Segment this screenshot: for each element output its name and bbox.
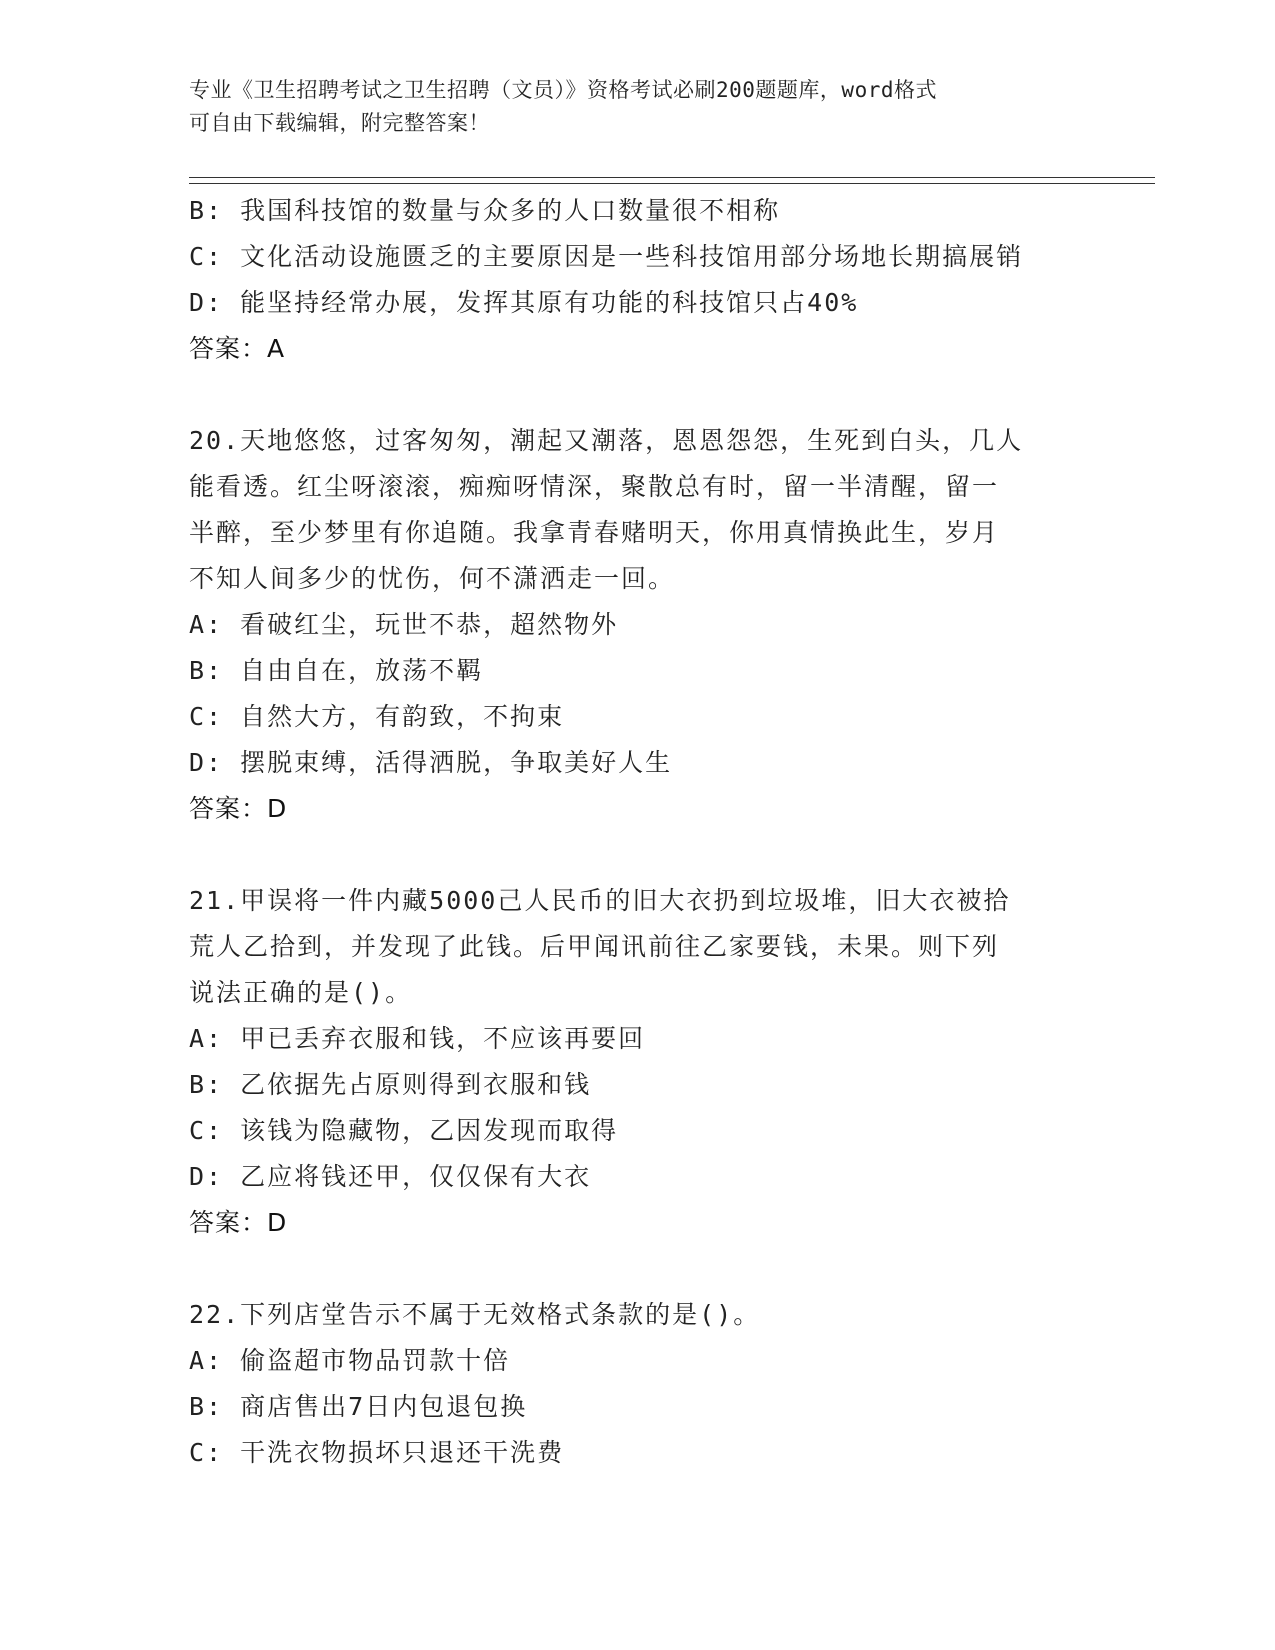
option-b: B: 我国科技馆的数量与众多的人口数量很不相称 — [189, 196, 781, 225]
option-b: B: 自由自在，放荡不羁 — [189, 656, 484, 685]
spacer — [189, 1246, 1089, 1292]
header-rule-bottom — [189, 183, 1155, 184]
option-a: A: 偷盗超市物品罚款十倍 — [189, 1346, 511, 1375]
question-19 — [189, 188, 1089, 372]
option-b: B: 商店售出7日内包退包换 — [189, 1392, 528, 1421]
answer-line: 答案：A — [189, 334, 286, 363]
question-stem-line: 荒人乙拾到，并发现了此钱。后甲闻讯前往乙家要钱，未果。则下列 — [189, 932, 1000, 961]
question-stem-line: 不知人间多少的忧伤，何不潇洒走一回。 — [189, 564, 676, 593]
option-c: C: 干洗衣物损坏只退还干洗费 — [189, 1438, 565, 1467]
option-a: A: 甲已丢弃衣服和钱，不应该再要回 — [189, 1024, 646, 1053]
option-a: A: 看破红尘，玩世不恭，超然物外 — [189, 610, 619, 639]
option-c: C: 文化活动设施匮乏的主要原因是一些科技馆用部分场地长期搞展销 — [189, 242, 1024, 271]
question-stem-line: 能看透。红尘呀滚滚，痴痴呀情深，聚散总有时，留一半清醒，留一 — [189, 472, 1000, 501]
option-d: D: 能坚持经常办展，发挥其原有功能的科技馆只占40% — [189, 288, 859, 317]
question-stem-line: 说法正确的是()。 — [189, 978, 413, 1007]
header-title-line-1: 专业《卫生招聘考试之卫生招聘（文员）》资格考试必刷200题题库，word格式 — [189, 78, 937, 102]
answer-line: 答案：D — [189, 794, 288, 823]
option-d: D: 乙应将钱还甲，仅仅保有大衣 — [189, 1162, 592, 1191]
question-21 — [189, 878, 1089, 1246]
spacer — [189, 372, 1089, 418]
question-content — [189, 188, 1089, 1476]
header-rule-top — [189, 177, 1155, 178]
question-20 — [189, 418, 1089, 832]
question-stem-line: 半醉，至少梦里有你追随。我拿青春赌明天，你用真情换此生，岁月 — [189, 518, 1000, 547]
spacer — [189, 832, 1089, 878]
question-22 — [189, 1292, 1089, 1476]
document-header — [189, 74, 1089, 140]
question-stem-line: 21.甲误将一件内藏5000己人民币的旧大衣扔到垃圾堆，旧大衣被拾 — [189, 886, 1011, 915]
answer-line: 答案：D — [189, 1208, 288, 1237]
question-stem-line: 22.下列店堂告示不属于无效格式条款的是()。 — [189, 1300, 761, 1329]
option-c: C: 该钱为隐藏物，乙因发现而取得 — [189, 1116, 619, 1145]
option-d: D: 摆脱束缚，活得洒脱，争取美好人生 — [189, 748, 673, 777]
question-stem-line: 20.天地悠悠，过客匆匆，潮起又潮落，恩恩怨怨，生死到白头，几人 — [189, 426, 1024, 455]
option-b: B: 乙依据先占原则得到衣服和钱 — [189, 1070, 592, 1099]
header-title-line-2: 可自由下载编辑，附完整答案！ — [189, 111, 490, 135]
option-c: C: 自然大方，有韵致，不拘束 — [189, 702, 565, 731]
